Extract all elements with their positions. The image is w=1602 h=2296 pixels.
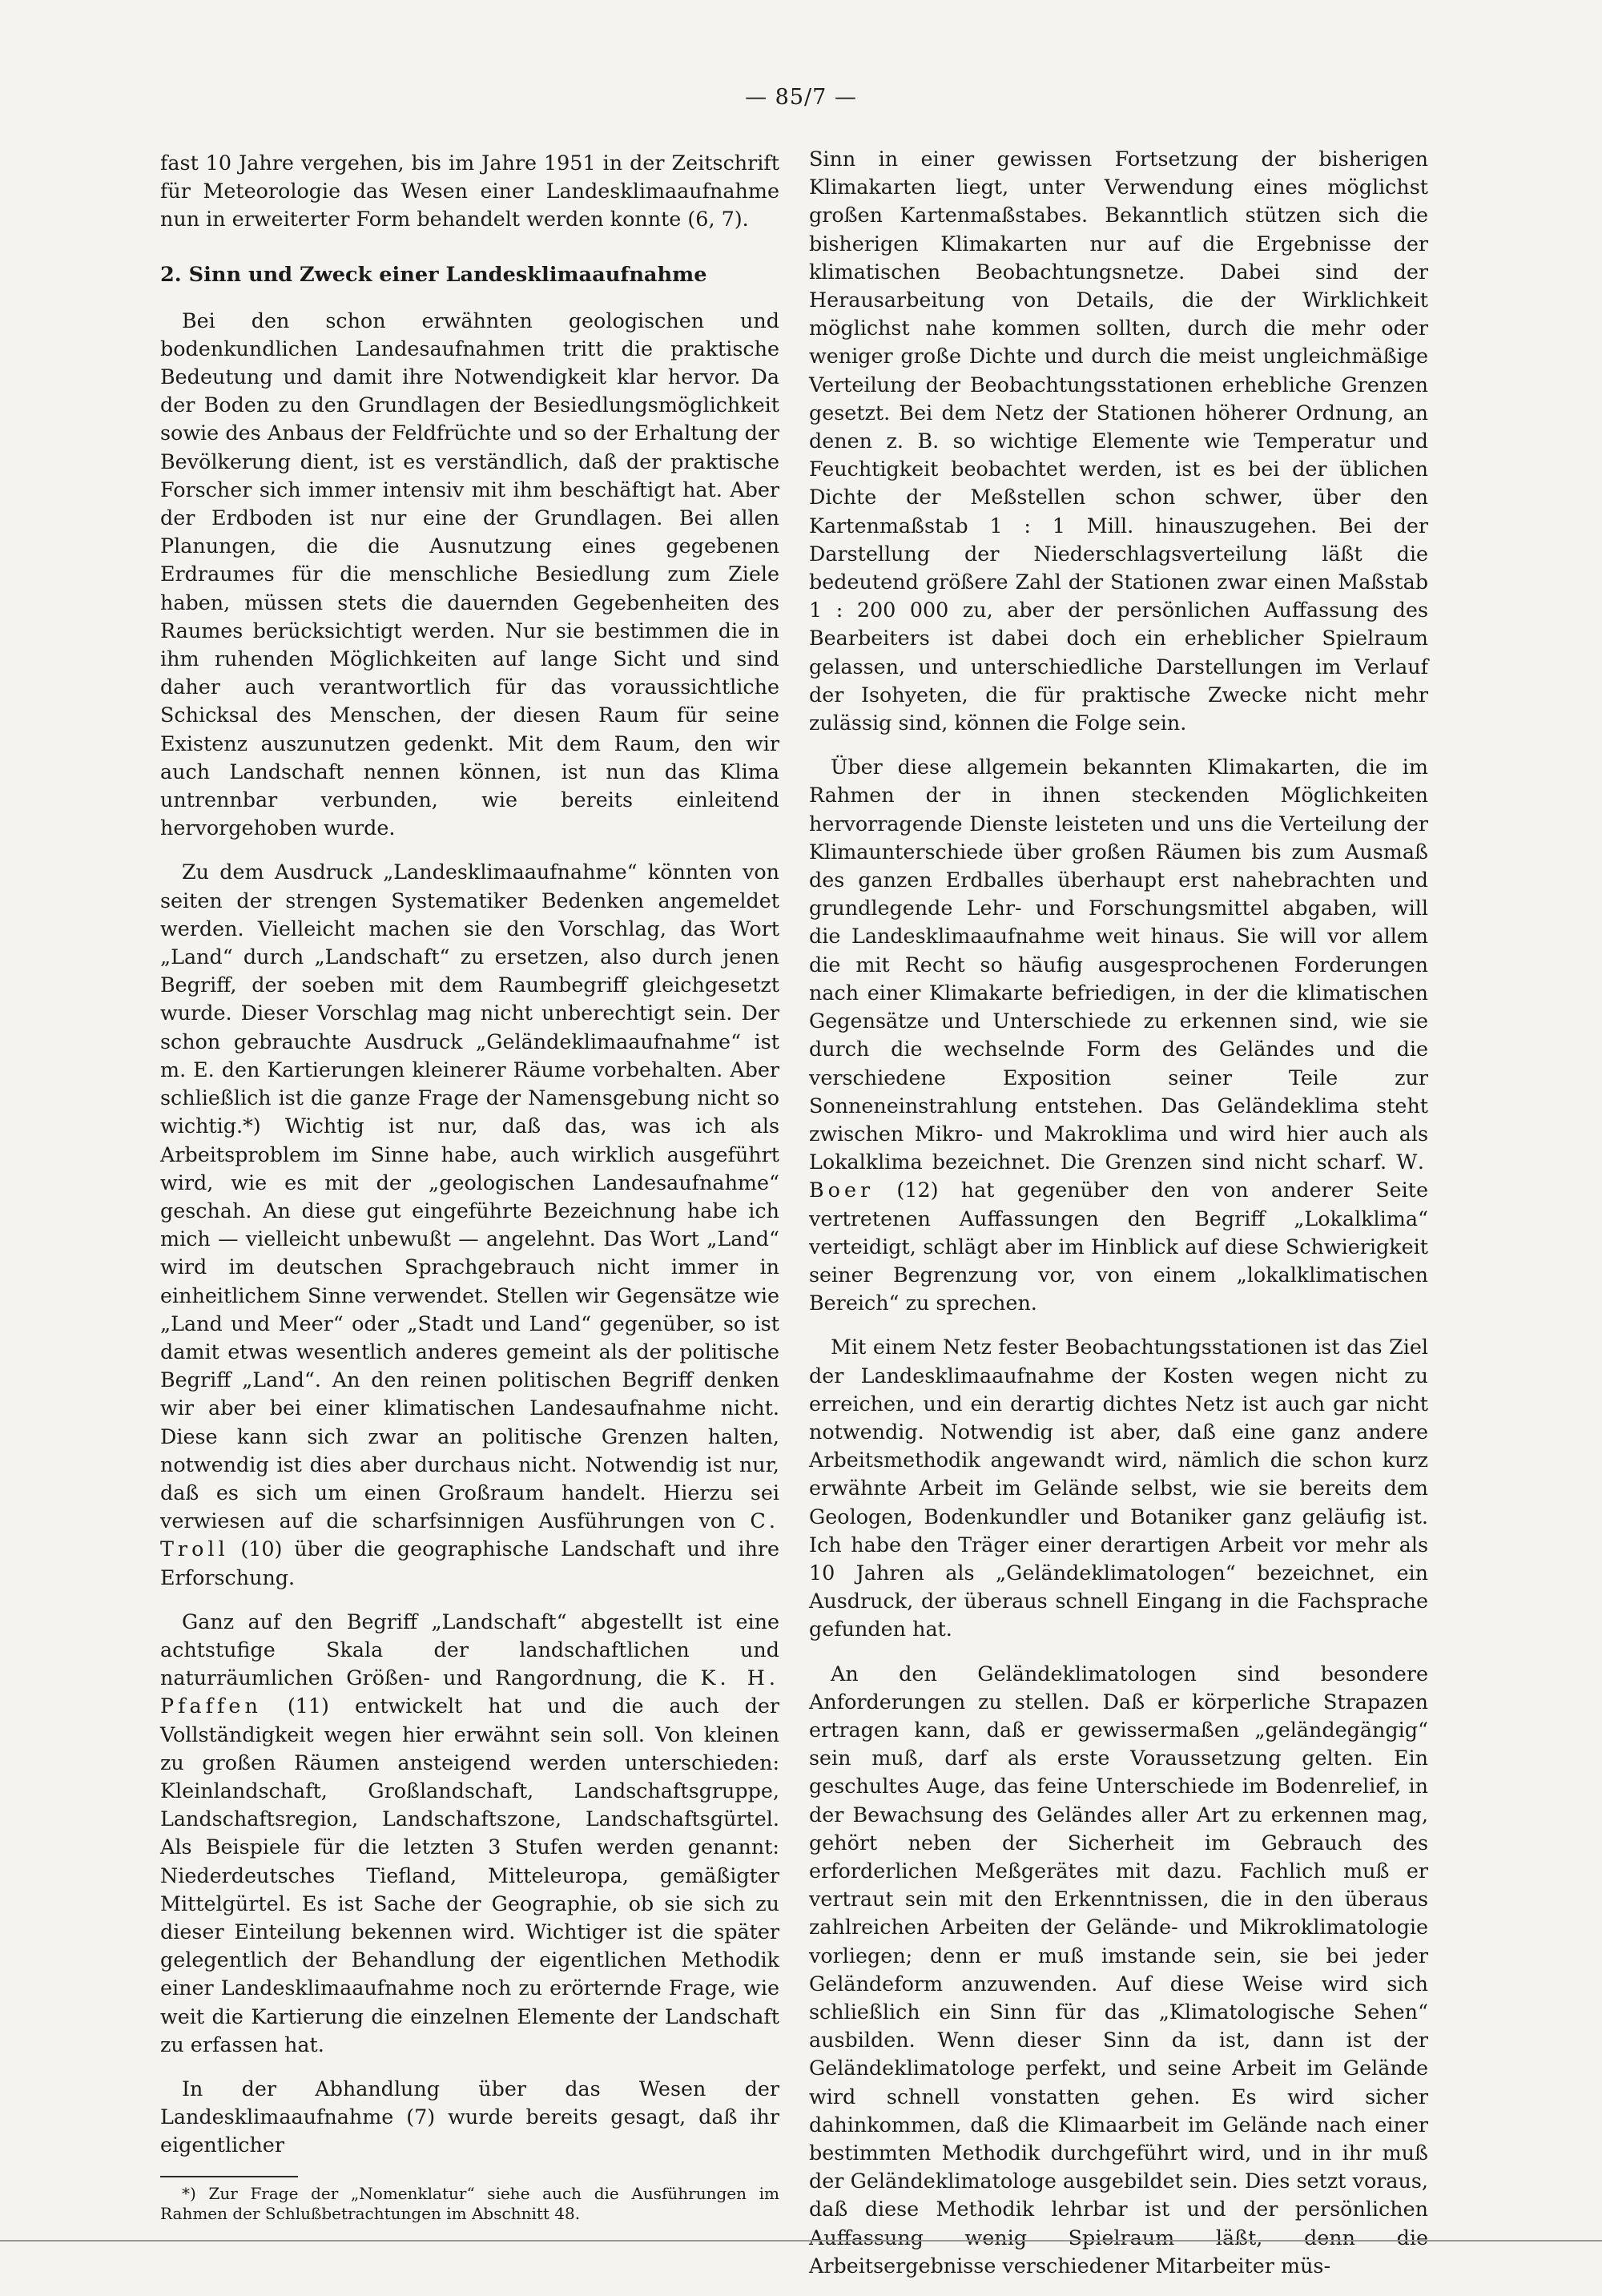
paragraph-purpose: Bei den schon erwähnten geologischen und bodenkundlichen Landesaufnahmen tritt die praktische Bedeutung und damit ihre Notwendigkeit klar hervor. Da der Boden zu den Grundlagen der Besiedlungsmöglichkeit sowie des Anbaus der Feldfrüchte und so der Erhaltung der Bevölkerung dient, ist es verständlich, daß der praktische Forscher sich immer intensiv mit ihm beschäftigt hat. Aber der Erdboden ist nur eine der Grundlagen. Bei allen Planungen, die die Ausnutzung eines gegebenen Erdraumes für die menschliche Besiedlung zum Ziele haben, müssen stets die dauernden Gegebenheiten des Raumes berücksichtigt werden. Nur sie bestimmen die in ihm ruhenden Möglichkeiten auf lange Sicht und sind daher auch verantwortlich für das voraussichtliche Schicksal des Menschen, der diesen Raum für seine Existenz auszunutzen gedenkt. Mit dem Raum, den wir auch Landschaft nennen können, ist nun das Klima untrennbar verbunden, wie bereits einleitend hervorgehoben wurde. [160,308,779,840]
left-column [160,149,779,2240]
right-column [809,145,1428,2296]
page-bottom-rule [0,2240,1602,2242]
author-name-pfaffen: K. H. Pfaffen [160,1666,779,1718]
author-name-troll: C. Troll [160,1509,779,1561]
paragraph-treatise: In der Abhandlung über das Wesen der Landesklimaaufnahme (7) wurde bereits gesagt, daß ihr eigentlicher [160,2076,779,2157]
paragraph-terminology-text: Zu dem Ausdruck „Landesklimaaufnahme“ könnten von seiten der strengen Systematiker Bedenken angemeldet werden. Vielleicht machen sie den Vorschlag, das Wort „Land“ durch „Landschaft“ zu ersetzen, also durch jenen Begriff, der soeben mit dem Raumbegriff gleichgesetzt wurde. Dieser Vorschlag mag nicht unberechtigt sein. Der schon gebrauchte Ausdruck „Geländeklimaaufnahme“ ist m. E. den Kartierungen kleinerer Räume vorbehalten. Aber schließlich ist die ganze Frage der Namensgebung nicht so wichtig.*) Wichtig ist nur, daß das, was ich als Arbeitsproblem im Sinne habe, auch wirklich ausgeführt wird, wie es mit der „geologischen Landesaufnahme“ geschah. An diese gut eingeführte Bezeichnung habe ich mich — vielleicht unbewußt — angelehnt. Das Wort „Land“ wird im deutschen Sprachgebrauch nicht immer in einheitlichem Sinne verwendet. Stellen wir Gegensätze wie „Land und Meer“ oder „Stadt und Land“ gegenüber, so ist damit etwas wesentlich anderes gemeint als der politische Begriff „Land“. An den reinen politischen Begriff denken wir aber bei einer klimatischen Landesaufnahme nicht. Diese kann sich zwar an politische Grenzen halten, notwendig ist dies aber durchaus nicht. Notwendig ist nur, daß es sich um einen Großraum handelt. Hierzu sei verwiesen auf die scharfsinnigen Ausführungen von [160,860,779,1533]
paragraph-terminology-tail: (10) über die geographische Landschaft und ihre Erforschung. [160,1537,779,1589]
paragraph-intro: fast 10 Jahre vergehen, bis im Jahre 1951 in der Zeitschrift für Meteorologie das Wesen einer Landesklimaaufnahme nun in erweiterter Form behandelt werden konnte (6, 7). [160,151,779,232]
page-number: — 85/7 — [745,85,857,110]
section-heading: 2. Sinn und Zweck einer Landesklimaaufnahme [160,262,707,287]
paragraph-landscape-text: Ganz auf den Begriff „Landschaft“ abgestellt ist eine achtstufige Skala der landschaftlichen und naturräumlichen Größen- und Rangordnung, die [160,1609,779,1690]
paragraph-local-climate-tail: (12) hat gegenüber den von anderer Seite vertretenen Auffassungen den Begriff „Lokalklima“ verteidigt, schlägt aber im Hinblick auf diese Schwierigkeit seiner Begrenzung vor, von einem „lokalklimatischen Bereich“ zu sprechen. [809,1178,1428,1315]
paragraph-terminology [160,858,779,1591]
paragraph-local-climate [809,753,1428,1317]
paragraph-field-climatologist: An den Geländeklimatologen sind besondere Anforderungen zu stellen. Daß er körperliche Strapazen ertragen kann, daß er gewissermaßen „geländegängig“ sein muß, darf als erste Voraussetzung gelten. Ein geschultes Auge, das feine Unterschiede im Bodenrelief, in der Bewachsung des Geländes aller Art zu erkennen mag, gehört neben der Sicherheit im Gebrauch des erforderlichen Meßgerätes mit dazu. Fachlich muß er vertraut sein mit den Erkenntnissen, die in den überaus zahlreichen Arbeiten der Gelände- und Mikroklimatologie vorliegen; denn er muß imstande sein, sie bei jeder Geländeform anzuwenden. Auf diese Weise wird sich schließlich ein Sinn für das „Klimatologische Sehen“ ausbilden. Wenn dieser Sinn da ist, dann ist der Geländeklimatologe perfekt, und seine Arbeit im Gelände wird schnell vonstatten gehen. Es wird sicher dahinkommen, daß die Klimaarbeit im Gelände nach einer bestimmten Methodik durchgeführt wird, und in ihr muß der Geländeklimatologe ausgebildet sein. Dies setzt voraus, daß diese Methodik lehrbar ist und der persönlichen Auffassung wenig Spielraum läßt, denn die Arbeitsergebnisse verschiedener Mitarbeiter müs- [809,1661,1428,2278]
footnote-divider [160,2176,298,2177]
paragraph-landscape-scale [160,1608,779,2059]
footnote: *) Zur Frage der „Nomenklatur“ siehe auch die Ausführungen im Rahmen der Schlußbetrachtungen im Abschnitt 48. [160,2183,779,2223]
paragraph-landscape-tail: (11) entwickelt hat und die auch der Vollständigkeit wegen hier erwähnt sein soll. Von kleinen zu großen Räumen ansteigend werden unterschieden: Kleinlandschaft, Großlandschaft, Landschaftsgruppe, Landschaftsregion, Landschaftszone, Landschaftsgürtel. Als Beispiele für die letzten 3 Stufen werden genannt: Niederdeutsches Tiefland, Mitteleuropa, gemäßigter Mittelgürtel. Es ist Sache der Geographie, ob sie sich zu dieser Einteilung bekennen wird. Wichtiger ist die später gelegentlich der Behandlung der eigentlichen Methodik einer Landesklimaaufnahme noch zu erörternde Frage, wie weit die Kartierung die einzelnen Elemente der Landschaft zu erfassen hat. [160,1694,779,2056]
paragraph-local-climate-text: Über diese allgemein bekannten Klimakarten, die im Rahmen der in ihnen steckenden Möglichkeiten hervorragende Dienste leisteten und uns die Verteilung der Klimaunterschiede über großen Räumen bis zum Ausmaß des ganzen Erdballes überhaupt erst nahebrachten und grundlegende Lehr- und Forschungsmittel abgaben, will die Landesklimaaufnahme weit hinaus. Sie will vor allem die mit Recht so häufig ausgesprochenen Forderungen nach einer Klimakarte befriedigen, in der die klimatischen Gegensätze und Unterschiede zu erkennen sind, wie sie durch die wechselnde Form des Geländes und die verschiedene Exposition seiner Teile zur Sonneneinstrahlung entstehen. Das Geländeklima steht zwischen Mikro- und Makroklima und wird hier auch als Lokalklima bezeichnet. Die Grenzen sind nicht scharf. [809,755,1428,1174]
author-name-boer: W. Boer [809,1150,1428,1202]
paragraph-station-network: Mit einem Netz fester Beobachtungsstationen ist das Ziel der Landesklimaaufnahme der Kosten wegen nicht zu erreichen, und ein derartig dichtes Netz ist auch gar nicht notwendig. Notwendig ist aber, daß eine ganz andere Arbeitsmethodik angewandt wird, nämlich die schon kurz erwähnte Arbeit im Gelände selbst, wie sie bereits dem Geologen, Bodenkundler und Botaniker ganz geläufig ist. Ich habe den Träger einer derartigen Arbeit vor mehr als 10 Jahren als „Geländeklimatologen“ bezeichnet, ein Ausdruck, der überaus schnell Eingang in die Fachsprache gefunden hat. [809,1335,1428,1641]
paragraph-climate-maps: Sinn in einer gewissen Fortsetzung der bisherigen Klimakarten liegt, unter Verwendung eines möglichst großen Kartenmaßstabes. Bekanntlich stützen sich die bisherigen Klimakarten nur auf die Ergebnisse der klimatischen Beobachtungsnetze. Dabei sind der Herausarbeitung von Details, die der Wirklichkeit möglichst nahe kommen sollten, durch die mehr oder weniger große Dichte und durch die meist ungleichmäßige Verteilung der Beobachtungsstationen erhebliche Grenzen gesetzt. Bei dem Netz der Stationen höherer Ordnung, an denen z. B. so wichtige Elemente wie Temperatur und Feuchtigkeit beobachtet werden, ist es bei der üblichen Dichte der Meßstellen schon schwer, über den Kartenmaßstab 1 : 1 Mill. hinauszugehen. Bei der Darstellung der Niederschlagsverteilung läßt die bedeutend größere Zahl der Stationen zwar einen Maßstab 1 : 200 000 zu, aber der persönlichen Auffassung des Bearbeiters ist dabei doch ein erheblicher Spielraum gelassen, und unterschiedliche Darstellungen im Verlauf der Isohyeten, die für praktische Zwecke nicht mehr zulässig sind, können die Folge sein. [809,147,1428,735]
